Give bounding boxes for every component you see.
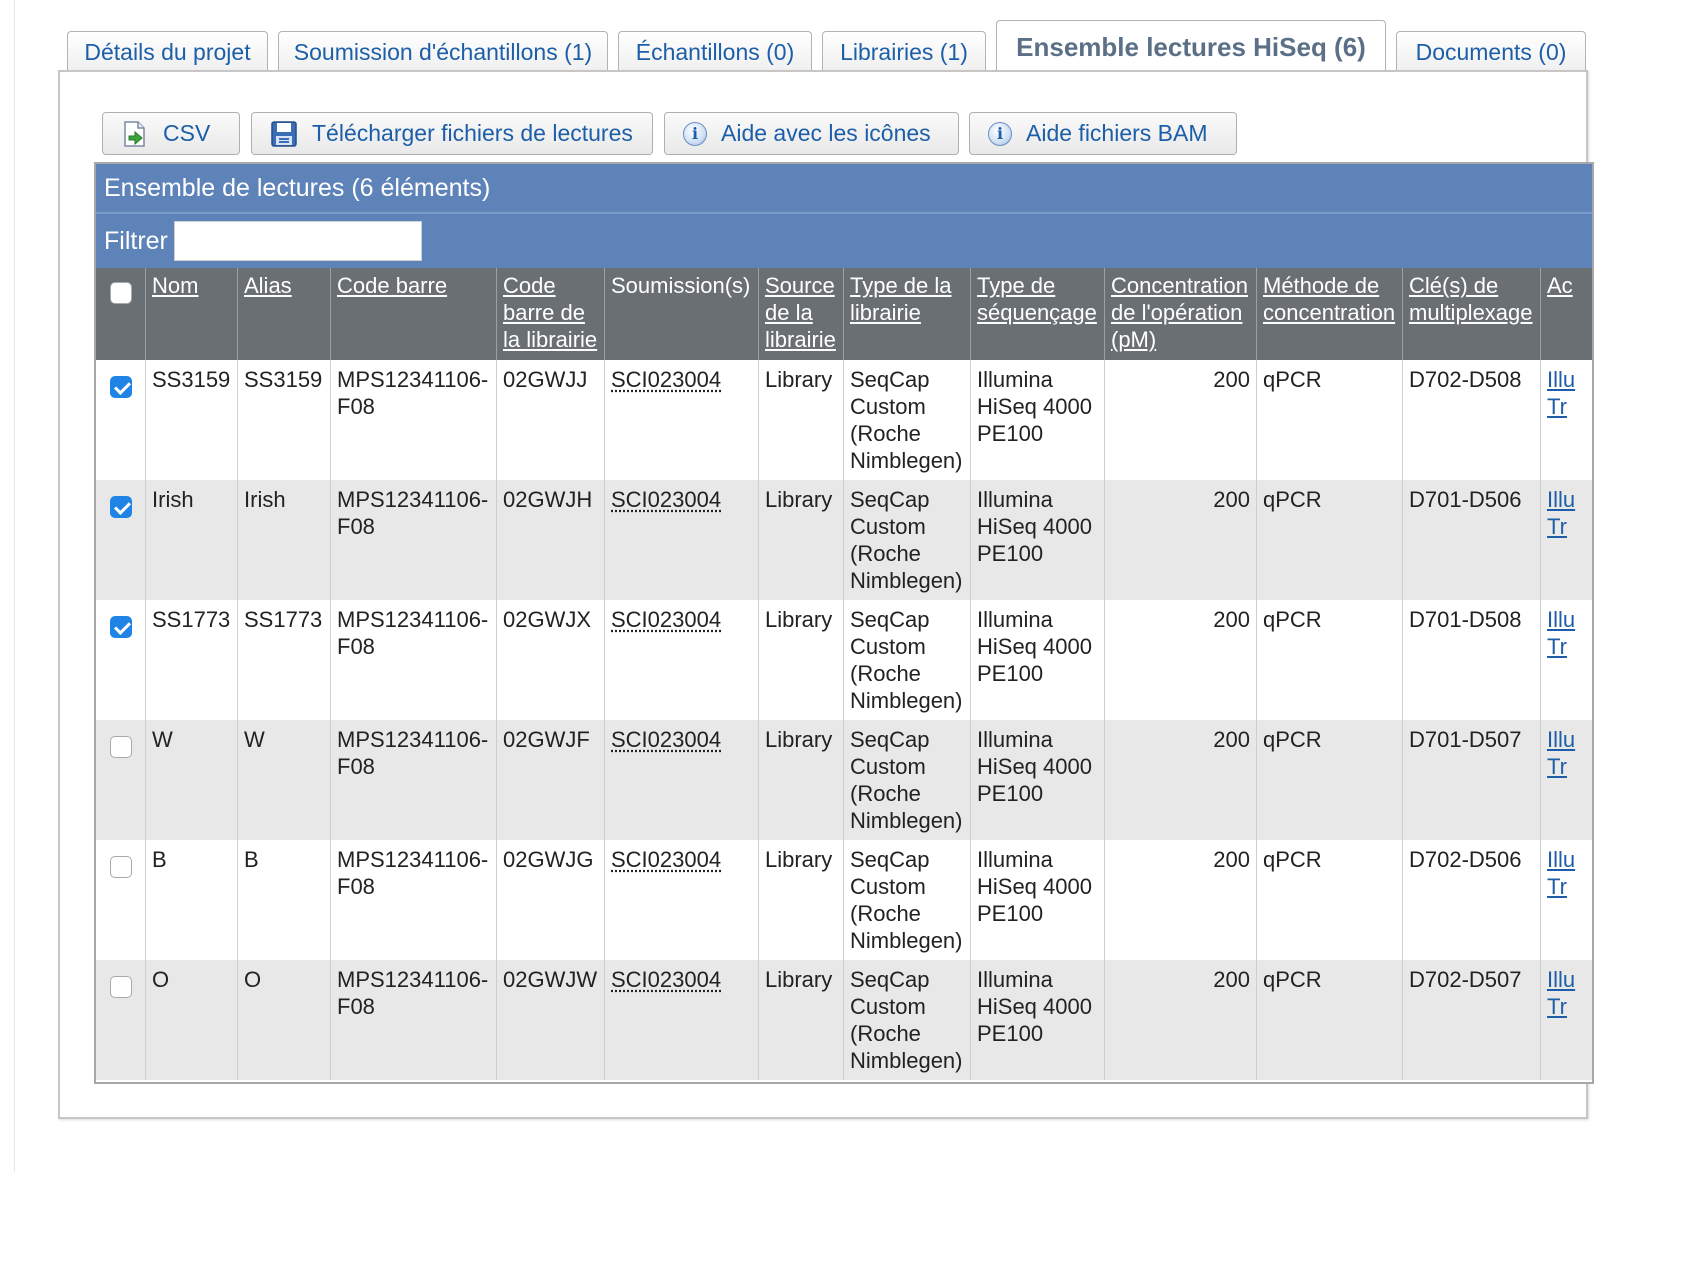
cell-type-librairie: SeqCap Custom (Roche Nimblegen) bbox=[844, 840, 971, 960]
header-type-librairie[interactable]: Type de la librairie bbox=[844, 268, 971, 360]
cell-soumission bbox=[605, 480, 759, 600]
header-code-barre-librairie[interactable]: Code barre de la librairie bbox=[497, 268, 605, 360]
cell-alias: B bbox=[238, 840, 331, 960]
header-concentration[interactable]: Concentration de l'opération (pM) bbox=[1105, 268, 1257, 360]
cell-methode: qPCR bbox=[1257, 840, 1403, 960]
header-soumissions: Soumission(s) bbox=[605, 268, 759, 360]
table-row[interactable] bbox=[96, 600, 1592, 720]
row-action-link[interactable]: Illu bbox=[1547, 967, 1576, 992]
cell-cles-multiplexage: D701-D506 bbox=[1403, 480, 1541, 600]
cell-code-barre: MPS12341106-F08 bbox=[331, 600, 497, 720]
tab-hiseq-readsets[interactable]: Ensemble lectures HiSeq (6) bbox=[996, 20, 1386, 74]
row-action-link[interactable]: Tr bbox=[1547, 994, 1567, 1019]
cell-code-barre: MPS12341106-F08 bbox=[331, 840, 497, 960]
csv-export-icon bbox=[121, 120, 149, 148]
cell-alias: O bbox=[238, 960, 331, 1080]
header-cles-multiplexage[interactable]: Clé(s) de multiplexage bbox=[1403, 268, 1541, 360]
cell-code-barre: MPS12341106-F08 bbox=[331, 960, 497, 1080]
cell-code-barre-librairie: 02GWJG bbox=[497, 840, 605, 960]
row-checkbox[interactable] bbox=[110, 496, 132, 518]
header-source-librairie[interactable]: Source de la librairie bbox=[759, 268, 844, 360]
cell-source-librairie: Library bbox=[759, 960, 844, 1080]
cell-concentration: 200 bbox=[1105, 600, 1257, 720]
header-type-sequencage[interactable]: Type de séquençage bbox=[971, 268, 1105, 360]
row-checkbox[interactable] bbox=[110, 616, 132, 638]
column-header-row bbox=[96, 268, 1592, 360]
row-action-link[interactable]: Tr bbox=[1547, 394, 1567, 419]
info-icon: i bbox=[988, 122, 1012, 146]
table-row[interactable] bbox=[96, 840, 1592, 960]
cell-methode: qPCR bbox=[1257, 360, 1403, 480]
tab-documents[interactable]: Documents (0) bbox=[1396, 31, 1586, 72]
cell-type-librairie: SeqCap Custom (Roche Nimblegen) bbox=[844, 600, 971, 720]
submission-id[interactable]: SCI023004 bbox=[611, 727, 722, 752]
select-all-checkbox[interactable] bbox=[110, 282, 132, 304]
cell-code-barre-librairie: 02GWJJ bbox=[497, 360, 605, 480]
filter-bar bbox=[96, 214, 1592, 268]
cell-soumission bbox=[605, 840, 759, 960]
cell-alias: Irish bbox=[238, 480, 331, 600]
download-reads-label: Télécharger fichiers de lectures bbox=[312, 120, 633, 146]
cell-source-librairie: Library bbox=[759, 480, 844, 600]
row-action-link[interactable]: Tr bbox=[1547, 754, 1567, 779]
cell-concentration: 200 bbox=[1105, 480, 1257, 600]
cell-code-barre-librairie: 02GWJW bbox=[497, 960, 605, 1080]
cell-alias: SS1773 bbox=[238, 600, 331, 720]
table-row[interactable] bbox=[96, 960, 1592, 1080]
row-action-link[interactable]: Illu bbox=[1547, 487, 1576, 512]
header-actions[interactable]: Ac bbox=[1541, 268, 1594, 360]
row-checkbox[interactable] bbox=[110, 376, 132, 398]
submission-id[interactable]: SCI023004 bbox=[611, 847, 722, 872]
cell-methode: qPCR bbox=[1257, 960, 1403, 1080]
header-alias[interactable]: Alias bbox=[238, 268, 331, 360]
cell-nom: W bbox=[146, 720, 238, 840]
row-checkbox-cell bbox=[96, 360, 146, 480]
page-left-rule bbox=[14, 0, 15, 1172]
cell-type-sequencage: Illumina HiSeq 4000 PE100 bbox=[971, 600, 1105, 720]
cell-cles-multiplexage: D702-D506 bbox=[1403, 840, 1541, 960]
cell-cles-multiplexage: D701-D508 bbox=[1403, 600, 1541, 720]
info-icon: i bbox=[683, 122, 707, 146]
tab-libraries[interactable]: Librairies (1) bbox=[822, 31, 986, 72]
cell-source-librairie: Library bbox=[759, 360, 844, 480]
cell-type-sequencage: Illumina HiSeq 4000 PE100 bbox=[971, 360, 1105, 480]
header-code-barre[interactable]: Code barre bbox=[331, 268, 497, 360]
cell-source-librairie: Library bbox=[759, 840, 844, 960]
cell-concentration: 200 bbox=[1105, 360, 1257, 480]
cell-concentration: 200 bbox=[1105, 960, 1257, 1080]
row-action-link[interactable]: Tr bbox=[1547, 874, 1567, 899]
table-row[interactable] bbox=[96, 360, 1592, 480]
cell-soumission bbox=[605, 720, 759, 840]
cell-actions bbox=[1541, 960, 1594, 1080]
cell-methode: qPCR bbox=[1257, 720, 1403, 840]
cell-cles-multiplexage: D702-D507 bbox=[1403, 960, 1541, 1080]
tab-sample-submission[interactable]: Soumission d'échantillons (1) bbox=[278, 31, 608, 72]
submission-id[interactable]: SCI023004 bbox=[611, 607, 722, 632]
row-action-link[interactable]: Tr bbox=[1547, 634, 1567, 659]
row-action-link[interactable]: Illu bbox=[1547, 727, 1576, 752]
cell-nom: O bbox=[146, 960, 238, 1080]
cell-actions bbox=[1541, 360, 1594, 480]
row-action-link[interactable]: Illu bbox=[1547, 607, 1576, 632]
cell-type-librairie: SeqCap Custom (Roche Nimblegen) bbox=[844, 960, 971, 1080]
cell-soumission bbox=[605, 360, 759, 480]
row-action-link[interactable]: Illu bbox=[1547, 847, 1576, 872]
grid-title: Ensemble de lectures (6 éléments) bbox=[96, 164, 1592, 214]
cell-soumission bbox=[605, 960, 759, 1080]
submission-id[interactable]: SCI023004 bbox=[611, 367, 722, 392]
cell-actions bbox=[1541, 840, 1594, 960]
row-checkbox[interactable] bbox=[110, 976, 132, 998]
header-select-all bbox=[96, 268, 146, 360]
cell-cles-multiplexage: D701-D507 bbox=[1403, 720, 1541, 840]
cell-type-librairie: SeqCap Custom (Roche Nimblegen) bbox=[844, 480, 971, 600]
submission-id[interactable]: SCI023004 bbox=[611, 487, 722, 512]
readset-grid bbox=[94, 162, 1594, 1084]
bam-help-button[interactable] bbox=[969, 112, 1237, 155]
cell-type-librairie: SeqCap Custom (Roche Nimblegen) bbox=[844, 720, 971, 840]
cell-methode: qPCR bbox=[1257, 600, 1403, 720]
table-row[interactable] bbox=[96, 720, 1592, 840]
cell-type-sequencage: Illumina HiSeq 4000 PE100 bbox=[971, 720, 1105, 840]
save-disk-icon bbox=[270, 120, 298, 148]
cell-source-librairie: Library bbox=[759, 720, 844, 840]
cell-code-barre-librairie: 02GWJX bbox=[497, 600, 605, 720]
csv-button[interactable] bbox=[102, 112, 240, 155]
cell-code-barre: MPS12341106-F08 bbox=[331, 480, 497, 600]
cell-nom: Irish bbox=[146, 480, 238, 600]
bam-help-label: Aide fichiers BAM bbox=[1026, 120, 1208, 146]
cell-actions bbox=[1541, 480, 1594, 600]
cell-soumission bbox=[605, 600, 759, 720]
cell-methode: qPCR bbox=[1257, 480, 1403, 600]
submission-id[interactable]: SCI023004 bbox=[611, 967, 722, 992]
tab-bar bbox=[0, 0, 1568, 72]
cell-type-sequencage: Illumina HiSeq 4000 PE100 bbox=[971, 480, 1105, 600]
download-reads-button[interactable] bbox=[251, 112, 653, 155]
row-checkbox[interactable] bbox=[110, 736, 132, 758]
cell-alias: W bbox=[238, 720, 331, 840]
cell-actions bbox=[1541, 720, 1594, 840]
icon-help-button[interactable] bbox=[664, 112, 959, 155]
cell-code-barre: MPS12341106-F08 bbox=[331, 720, 497, 840]
icon-help-label: Aide avec les icônes bbox=[721, 120, 931, 146]
cell-type-librairie: SeqCap Custom (Roche Nimblegen) bbox=[844, 360, 971, 480]
cell-actions bbox=[1541, 600, 1594, 720]
row-action-link[interactable]: Illu bbox=[1547, 367, 1576, 392]
tab-project-details[interactable]: Détails du projet bbox=[67, 31, 268, 72]
cell-nom: SS3159 bbox=[146, 360, 238, 480]
cell-nom: SS1773 bbox=[146, 600, 238, 720]
cell-concentration: 200 bbox=[1105, 720, 1257, 840]
row-checkbox-cell bbox=[96, 480, 146, 600]
cell-code-barre-librairie: 02GWJF bbox=[497, 720, 605, 840]
cell-code-barre-librairie: 02GWJH bbox=[497, 480, 605, 600]
row-checkbox-cell bbox=[96, 960, 146, 1080]
cell-source-librairie: Library bbox=[759, 600, 844, 720]
cell-code-barre: MPS12341106-F08 bbox=[331, 360, 497, 480]
row-checkbox-cell bbox=[96, 720, 146, 840]
filter-label: Filtrer bbox=[104, 226, 168, 255]
tab-samples[interactable]: Échantillons (0) bbox=[618, 31, 812, 72]
cell-type-sequencage: Illumina HiSeq 4000 PE100 bbox=[971, 840, 1105, 960]
cell-alias: SS3159 bbox=[238, 360, 331, 480]
csv-button-label: CSV bbox=[163, 120, 211, 146]
cell-concentration: 200 bbox=[1105, 840, 1257, 960]
row-action-link[interactable]: Tr bbox=[1547, 514, 1567, 539]
cell-cles-multiplexage: D702-D508 bbox=[1403, 360, 1541, 480]
row-checkbox[interactable] bbox=[110, 856, 132, 878]
cell-type-sequencage: Illumina HiSeq 4000 PE100 bbox=[971, 960, 1105, 1080]
row-checkbox-cell bbox=[96, 840, 146, 960]
row-checkbox-cell bbox=[96, 600, 146, 720]
filter-input[interactable] bbox=[174, 221, 422, 261]
header-methode-concentration[interactable]: Méthode de concentration bbox=[1257, 268, 1403, 360]
cell-nom: B bbox=[146, 840, 238, 960]
table-row[interactable] bbox=[96, 480, 1592, 600]
header-nom[interactable]: Nom bbox=[146, 268, 238, 360]
